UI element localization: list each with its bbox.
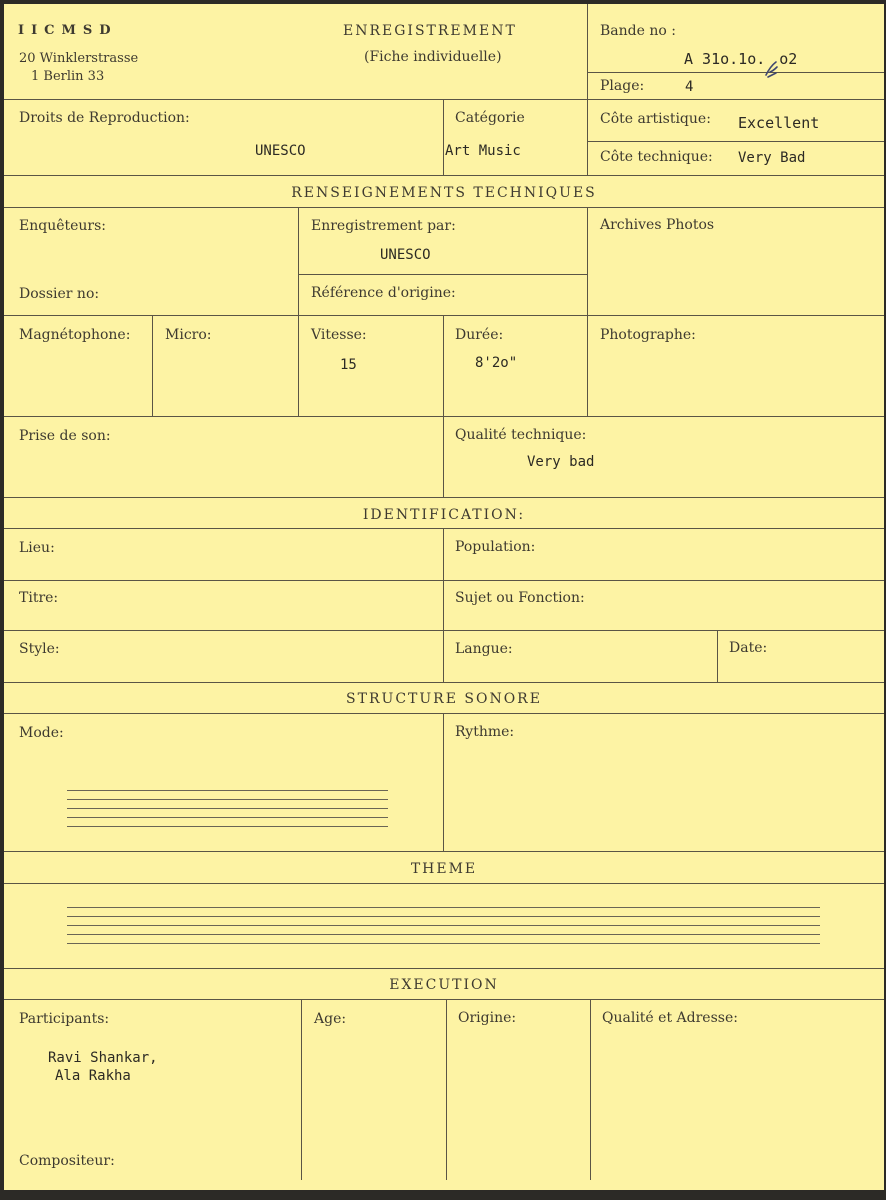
rule-micro-left [152,315,153,416]
mode-label: Mode: [19,725,64,741]
population-label: Population: [455,539,536,555]
categorie-value: Art Music [445,143,521,159]
address-street: 20 Winklerstrasse [19,51,139,66]
rule-rights-bottom [4,175,884,176]
rule-style-bottom [4,682,884,683]
plage-value: 4 [685,79,694,95]
sujet-fonction-label: Sujet ou Fonction: [455,590,585,606]
vitesse-value: 15 [340,357,357,373]
theme-staff-line-2 [67,916,820,917]
rule-header-right [587,4,588,99]
rule-header-bottom [4,99,884,100]
mode-staff-line-3 [67,808,388,809]
duree-label: Durée: [455,327,504,343]
rule-execution-title-bottom [4,999,884,1000]
bande-value-suffix: o2 [779,50,798,68]
rule-rythme-left [443,713,444,851]
titre-label: Titre: [19,590,59,606]
rule-titre-bottom [4,630,884,631]
qualite-technique-label: Qualité technique: [455,427,587,443]
origine-label: Origine: [458,1010,517,1026]
bande-value [684,50,797,68]
rule-dossier-bottom [4,315,884,316]
rule-mode-bottom [4,851,884,852]
rule-rights-categorie [443,99,444,175]
qualite-adresse-label: Qualité et Adresse: [602,1010,738,1026]
form-subtitle: (Fiche individuelle) [364,49,502,65]
rule-theme-title-bottom [4,883,884,884]
rule-tech-title-bottom [4,207,884,208]
bande-label: Bande no : [600,23,676,39]
address-city: 1 Berlin 33 [31,69,105,84]
theme-staff-line-4 [67,934,820,935]
categorie-label: Catégorie [455,110,525,126]
enregistrement-par-value: UNESCO [380,247,431,263]
rule-lieu-bottom [4,580,884,581]
rule-tech-col1 [298,207,299,416]
rule-date-left [717,630,718,682]
form-title: ENREGISTREMENT [343,23,517,39]
mode-staff-line-2 [67,799,388,800]
rule-structure-title-bottom [4,713,884,714]
rule-rights-cote [587,99,588,175]
recording-card [4,4,884,1190]
rythme-label: Rythme: [455,724,515,740]
rule-enregistrement-ref [298,274,587,275]
prise-de-son-label: Prise de son: [19,428,111,444]
magnetophone-label: Magnétophone: [19,327,131,343]
theme-staff-line-3 [67,925,820,926]
compositeur-label: Compositeur: [19,1153,115,1169]
participant-1: Ravi Shankar, [48,1050,158,1066]
qualite-technique-value: Very bad [527,454,595,470]
theme-staff-line-1 [67,907,820,908]
rule-magneto-bottom [4,416,884,417]
section-execution: EXECUTION [389,977,499,993]
photographe-label: Photographe: [600,327,696,343]
cote-artistique-label: Côte artistique: [600,111,711,127]
rule-duree-left [443,315,444,416]
archives-photos-label: Archives Photos [600,217,715,233]
micro-label: Micro: [165,327,212,343]
rule-cote [587,141,884,142]
cote-technique-label: Côte technique: [600,149,713,165]
droits-value: UNESCO [255,143,306,159]
section-structure-sonore: STRUCTURE SONORE [346,691,542,707]
section-theme: THEME [410,861,478,877]
section-identification: IDENTIFICATION: [362,507,526,523]
lieu-label: Lieu: [19,540,55,556]
participants-label: Participants: [19,1011,110,1027]
section-renseignements-techniques: RENSEIGNEMENTS TECHNIQUES [291,185,597,201]
mode-staff-line-5 [67,826,388,827]
rule-qualite-adresse-left [590,999,591,1180]
age-label: Age: [314,1011,347,1027]
institute-logo: IICMSD [18,23,118,38]
mode-staff-line-4 [67,817,388,818]
vitesse-label: Vitesse: [311,327,367,343]
mode-staff-line-1 [67,790,388,791]
plage-label: Plage: [600,78,645,94]
reference-origine-label: Référence d'origine: [311,285,456,301]
cote-artistique-value: Excellent [738,114,820,132]
participant-2: Ala Rakha [55,1068,131,1084]
date-label: Date: [729,640,768,656]
bande-value-main: A 31o.1o. [684,50,766,68]
enregistrement-par-label: Enregistrement par: [311,218,456,234]
rule-prise-bottom [4,497,884,498]
dossier-label: Dossier no: [19,286,100,302]
rule-origine-left [446,999,447,1180]
enqueteurs-label: Enquêteurs: [19,218,107,234]
langue-label: Langue: [455,641,513,657]
rule-qualite-left [443,416,444,497]
duree-value: 8'2o" [475,355,518,371]
rule-tech-col3 [587,207,588,416]
rule-bande-plage [587,72,884,73]
rule-ident-col [443,528,444,682]
rule-theme-bottom [4,968,884,969]
style-label: Style: [19,641,60,657]
droits-label: Droits de Reproduction: [19,110,190,126]
rule-age-left [301,999,302,1180]
rule-ident-title-bottom [4,528,884,529]
theme-staff-line-5 [67,943,820,944]
cote-technique-value: Very Bad [738,150,806,166]
